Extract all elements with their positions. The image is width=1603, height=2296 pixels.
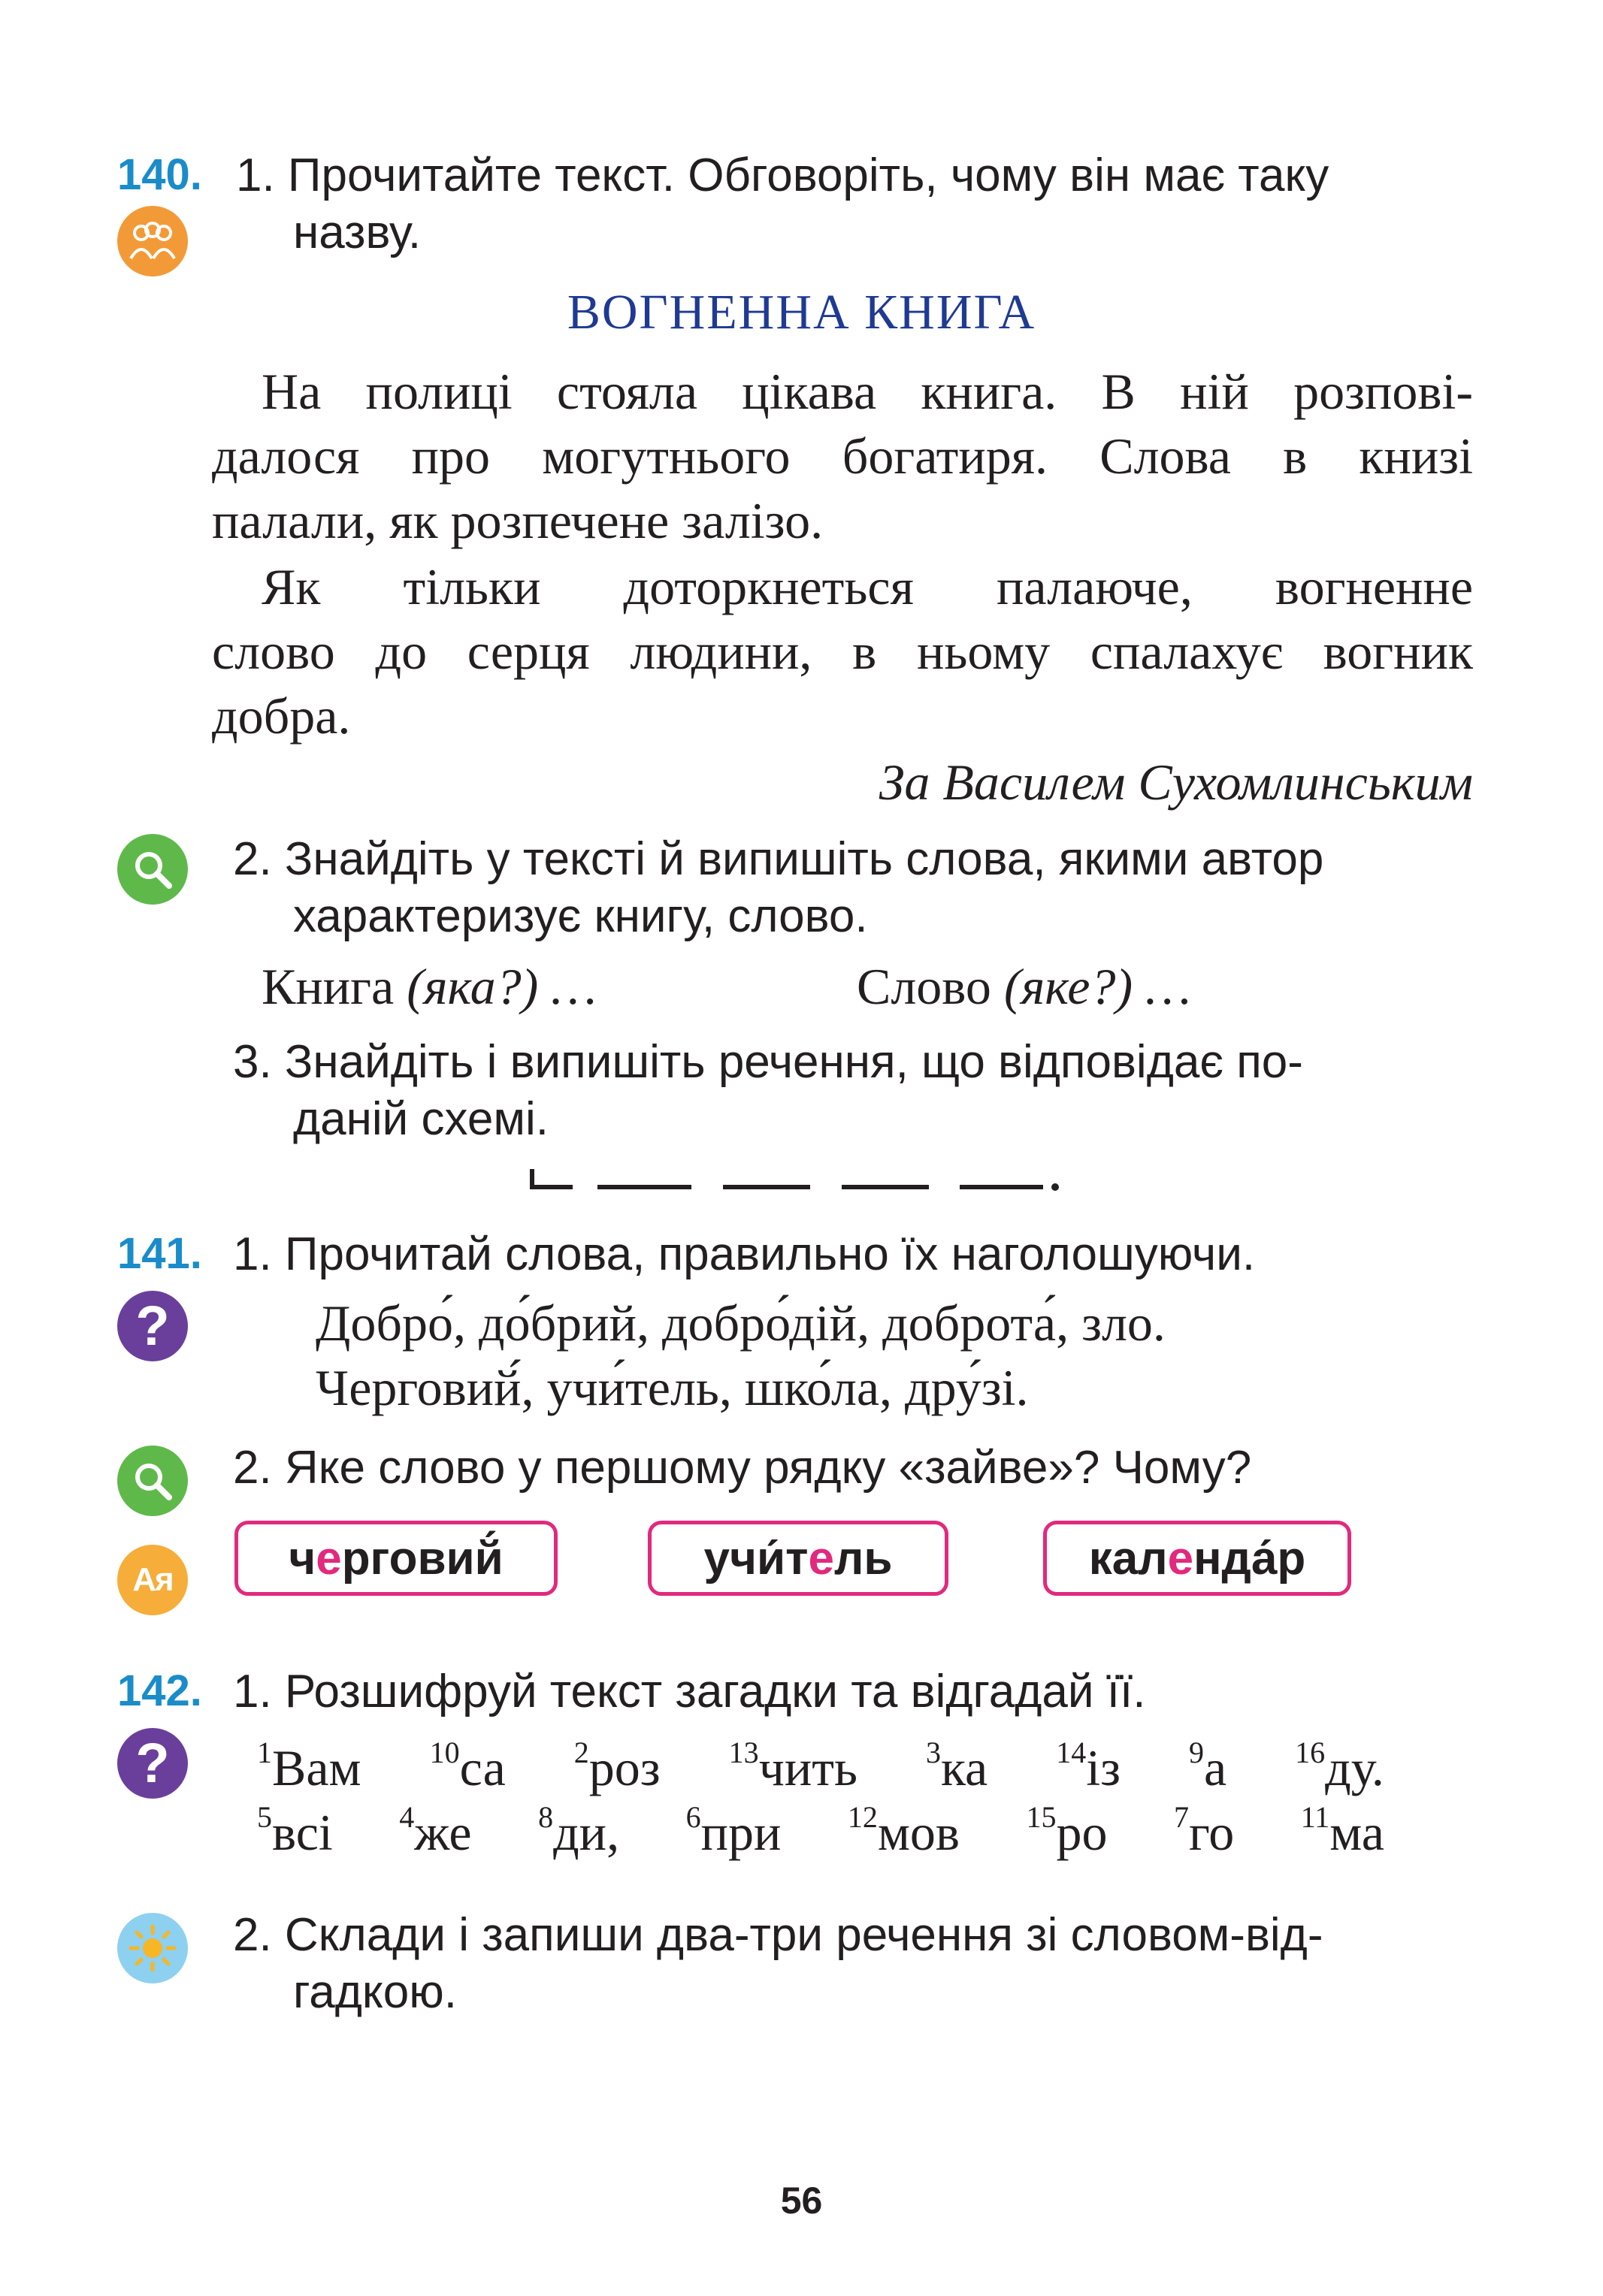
magnifier-icon — [117, 834, 188, 905]
words-line-2: Черговий́, учи́тель, шко́ла, дру́зі. — [316, 1359, 1029, 1416]
task-140-item-2-cont: характеризує книгу, слово. — [293, 890, 868, 942]
letters-icon: Ая — [117, 1545, 188, 1615]
riddle-syllable: $^5$всі — [257, 1800, 333, 1861]
task-140-item-1: 1. Прочитайте текст. Обговоріть, чому він має таку — [236, 150, 1329, 201]
sun-icon — [117, 1913, 188, 1983]
question-icon: ? — [117, 1728, 188, 1799]
word-word: Слово — [857, 958, 991, 1015]
riddle-syllable: $^2$роз — [573, 1736, 661, 1796]
book-prompt — [262, 954, 597, 1019]
vocabulary-word-card: ч е рговий́ — [234, 1521, 558, 1596]
riddle-syllable: $^3$ка — [925, 1736, 988, 1796]
sentence-scheme — [526, 1157, 1067, 1202]
riddle-row-2 — [257, 1800, 1384, 1865]
vocabulary-word-card: учи́т е ль — [648, 1521, 948, 1596]
book-question: (яка?) … — [407, 958, 597, 1015]
task-140-item-1-cont: назву. — [293, 207, 422, 258]
task-141-item-1: 1. Прочитай слова, правильно їх наголошуючи. — [233, 1228, 1256, 1280]
paragraph-2-line-1: Як тільки доторкнеться палаюче, вогненне — [262, 558, 1473, 615]
riddle-syllable: $^8$ди, — [538, 1800, 620, 1861]
riddle-syllable: $^{12}$мов — [847, 1800, 960, 1861]
riddle-syllable: $^{16}$ду. — [1295, 1736, 1384, 1796]
word-question: (яке?) … — [1003, 958, 1191, 1015]
riddle-syllable: $^4$же — [399, 1800, 472, 1861]
paragraph-1-line-2: далося про могутнього богатиря. Слова в книзі — [212, 427, 1473, 485]
magnifier-icon — [117, 1446, 188, 1516]
group-discussion-icon — [117, 206, 188, 276]
riddle-syllable: $^{14}$із — [1056, 1736, 1121, 1796]
riddle-syllable: $^9$а — [1188, 1736, 1227, 1796]
riddle-syllable: $^{13}$чить — [728, 1736, 857, 1796]
paragraph-1-line-3: палали, як розпечене залізо. — [212, 492, 824, 549]
task-142-item-1: 1. Розшифруй текст загадки та відгадай її. — [233, 1666, 1146, 1717]
book-word: Книга — [262, 958, 395, 1015]
task-141-item-2: 2. Яке слово у першому рядку «зайве»? Чому? — [233, 1442, 1252, 1494]
text-title: ВОГНЕННА КНИГА — [567, 285, 1036, 340]
riddle-syllable: $^{10}$са — [429, 1736, 506, 1796]
task-142-item-2-cont: гадкою. — [293, 1966, 457, 2018]
page-number: 56 — [780, 2180, 823, 2222]
paragraph-2-line-3: добра. — [212, 687, 351, 745]
task-140-item-3-cont: даній схемі. — [293, 1093, 549, 1145]
riddle-syllable: $^{11}$ма — [1300, 1800, 1384, 1861]
riddle-syllable: $^7$го — [1174, 1800, 1235, 1861]
words-line-1: Добро́, до́брий, добро́дій, доброта́, зло. — [316, 1295, 1166, 1352]
exercise-number-142: 142. — [117, 1666, 202, 1715]
vocabulary-word-card: кал е нда́р — [1043, 1521, 1351, 1596]
task-142-item-2: 2. Склади і запиши два-три речення зі словом-від- — [233, 1909, 1323, 1961]
word-prompt — [857, 954, 1191, 1019]
paragraph-1-line-1: На полиці стояла цікава книга. В ній розпові- — [262, 363, 1473, 420]
paragraph-2-line-2: слово до серця людини, в ньому спалахує вогник — [212, 623, 1473, 680]
question-icon: ? — [117, 1291, 188, 1361]
exercise-number-141: 141. — [117, 1229, 202, 1278]
task-140-item-3: 3. Знайдіть і випишіть речення, що відповідає по- — [233, 1036, 1303, 1088]
riddle-row-1 — [257, 1736, 1384, 1800]
task-140-item-2: 2. Знайдіть у тексті й випишіть слова, якими автор — [233, 833, 1324, 885]
text-author: За Василем Сухомлинським — [879, 754, 1473, 811]
exercise-number-140: 140. — [117, 150, 202, 199]
riddle-syllable: $^6$при — [685, 1800, 782, 1861]
riddle-syllable: $^{15}$ро — [1026, 1800, 1108, 1861]
riddle-syllable: $^1$Вам — [257, 1736, 361, 1796]
